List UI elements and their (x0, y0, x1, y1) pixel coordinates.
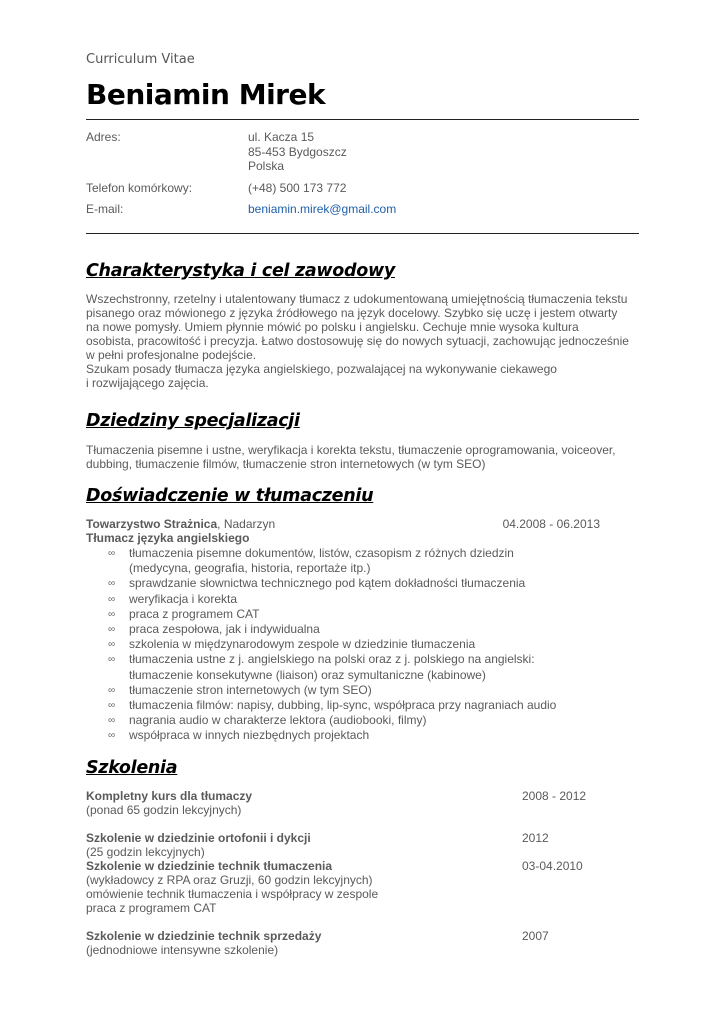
bullet-icon: ∞ (108, 608, 116, 620)
duty-line: weryfikacja i korekta (129, 591, 238, 606)
employment-dates: 04.2008 - 06.2013 (502, 517, 600, 531)
training-date: 2012 (522, 831, 549, 845)
training-item (86, 789, 626, 817)
address-line: 85-453 Bydgoszcz (248, 144, 347, 159)
training-detail: praca z programem CAT (86, 901, 217, 915)
duty-line: tłumaczenia pisemne dokumentów, listów, czasopism z różnych dziedzin (129, 546, 514, 560)
training-detail: (25 godzin lekcyjnych) (86, 845, 205, 859)
bullet-icon: ∞ (108, 700, 116, 712)
training-date: 2007 (522, 929, 549, 943)
duty-line: sprawdzanie słownictwa technicznego pod kątem dokładności tłumaczenia (129, 576, 526, 591)
address-row (86, 130, 639, 174)
specialization-heading: Dziedziny specjalizacji (86, 411, 300, 431)
bullet-icon: ∞ (108, 639, 116, 651)
profile-line: Szukam posady tłumacza języka angielskiego, pozwalającej na wykonywanie ciekawego (86, 362, 557, 376)
person-name: Beniamin Mirek (86, 78, 326, 111)
address-line: Polska (248, 159, 285, 173)
phone-label: Telefon komórkowy: (86, 180, 193, 195)
phone-value: (+48) 500 173 772 (248, 180, 347, 195)
training-item (86, 929, 626, 957)
duty-line: współpraca w innych niezbędnych projektach (129, 728, 370, 743)
duties-list (108, 546, 628, 744)
list-item (108, 713, 628, 728)
duty-line: tłumaczenie stron internetowych (w tym SEO) (129, 682, 372, 697)
duty-line: szkolenia w międzynarodowym zespole w dziedzinie tłumaczenia (129, 637, 476, 652)
duty-line: praca z programem CAT (129, 606, 260, 621)
training-title: Szkolenie w dziedzinie ortofonii i dykcji (86, 831, 311, 845)
training-detail: (wykładowcy z RPA oraz Gruzji, 60 godzin lekcyjnych) (86, 873, 373, 887)
duty-line: praca zespołowa, jak i indywidualna (129, 622, 320, 637)
address-value (248, 130, 639, 174)
bullet-icon: ∞ (108, 593, 116, 605)
company-name: Towarzystwo Strażnica (86, 517, 218, 531)
experience-entry-header (86, 517, 626, 545)
profile-line: osobista, pracowitość i precyzja. Łatwo dostosowuję się do nowych sytuacji, zachowując jednocześnie (86, 334, 629, 348)
duty-line: tłumaczenie konsekutywne (liaison) oraz symultaniczne (kabinowe) (129, 667, 486, 682)
bullet-icon: ∞ (108, 715, 116, 727)
training-title: Szkolenie w dziedzinie technik sprzedaży (86, 929, 322, 943)
duty-line: tłumaczenia filmów: napisy, dubbing, lip-sync, współpraca przy nagraniach audio (129, 698, 557, 713)
employer (86, 517, 275, 531)
job-title: Tłumacz języka angielskiego (86, 531, 250, 545)
list-item (108, 652, 628, 682)
list-item (108, 728, 628, 743)
bullet-icon: ∞ (108, 624, 116, 636)
training-date: 03-04.2010 (522, 859, 583, 873)
training-item (86, 831, 626, 859)
duty-line: nagrania audio w charakterze lektora (audiobooki, filmy) (129, 713, 427, 728)
email-label: E-mail: (86, 202, 124, 216)
company-location: , Nadarzyn (217, 517, 276, 531)
email-link[interactable]: beniamin.mirek@gmail.com (248, 202, 397, 216)
address-line: ul. Kacza 15 (248, 130, 315, 144)
specialization-line: dubbing, tłumaczenie filmów, tłumaczenie stron internetowych (w tym SEO) (86, 457, 486, 471)
training-item (86, 859, 626, 915)
profile-line: Wszechstronny, rzetelny i utalentowany tłumacz z udokumentowaną umiejętnością tłumaczenia tekstu (86, 292, 628, 306)
bullet-icon: ∞ (108, 578, 116, 590)
profile-line: pisanego oraz mówionego z języka źródłowego na język docelowy. Szybko się uczę i jestem otwarty (86, 306, 618, 320)
bullet-icon: ∞ (108, 548, 116, 559)
cv-label: Curriculum Vitae (86, 52, 195, 67)
profile-line: na nowe pomysły. Umiem płynnie mówić po polsku i angielsku. Cechuje mnie wysoka kultura (86, 320, 579, 334)
bullet-icon: ∞ (108, 730, 116, 742)
list-item (108, 622, 628, 637)
profile-line: i rozwijającego zajęcia. (86, 376, 209, 390)
experience-employer-row (86, 517, 626, 531)
training-detail: omówienie technik tłumaczenia i współpracy w zespole (86, 887, 379, 901)
list-item (108, 683, 628, 698)
specialization-line: Tłumaczenia pisemne i ustne, weryfikacja i korekta tekstu, tłumaczenie oprogramowania, voiceover, (86, 443, 616, 457)
specialization-text (86, 443, 639, 471)
phone-row (86, 181, 639, 196)
training-date: 2008 - 2012 (522, 789, 587, 803)
list-item (108, 546, 628, 576)
bullet-icon: ∞ (108, 654, 116, 666)
duty-line: (medycyna, geografia, historia, reportaże itp.) (129, 561, 371, 576)
address-label: Adres: (86, 130, 121, 144)
list-item (108, 576, 628, 591)
contact-divider (86, 233, 639, 234)
duty-line: tłumaczenia ustne z j. angielskiego na polski oraz z j. polskiego na angielski: (129, 652, 535, 667)
training-title: Szkolenie w dziedzinie technik tłumaczenia (86, 859, 333, 873)
profile-text (86, 292, 639, 390)
training-detail: (ponad 65 godzin lekcyjnych) (86, 803, 242, 817)
training-detail: (jednodniowe intensywne szkolenie) (86, 943, 279, 957)
list-item (108, 637, 628, 652)
profile-line: w pełni profesjonalne podejście. (86, 348, 257, 362)
contact-block (86, 130, 639, 224)
list-item (108, 698, 628, 713)
experience-heading: Doświadczenie w tłumaczeniu (86, 486, 374, 506)
training-heading: Szkolenia (86, 758, 178, 778)
bullet-icon: ∞ (108, 684, 116, 696)
profile-heading: Charakterystyka i cel zawodowy (86, 261, 395, 281)
email-row (86, 202, 639, 217)
header-divider (86, 119, 639, 120)
list-item (108, 592, 628, 607)
training-title: Kompletny kurs dla tłumaczy (86, 789, 253, 803)
list-item (108, 607, 628, 622)
